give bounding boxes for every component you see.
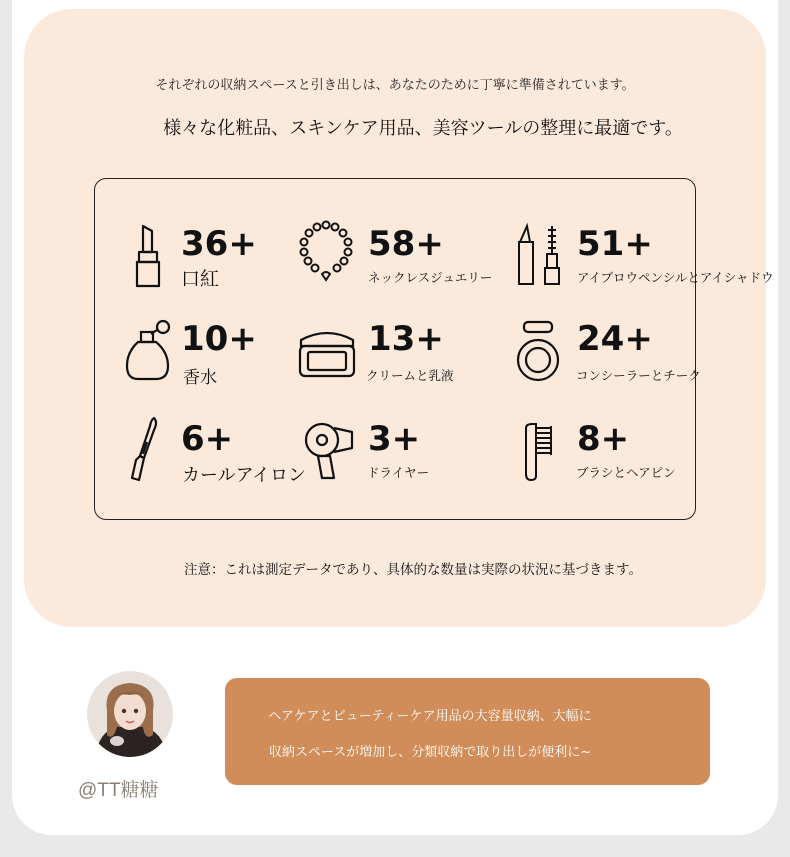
stat-number: 6+ [181, 419, 234, 459]
stat-label: カールアイロン [182, 465, 307, 486]
stat-label: ネックレスジュエリー [368, 270, 493, 285]
avatar [87, 671, 173, 757]
comb-icon [522, 422, 556, 482]
stat-number: 3+ [368, 419, 421, 459]
stat-label: クリームと乳液 [366, 368, 454, 383]
stat-label: コンシーラーとチーク [576, 368, 701, 383]
compact-icon [515, 318, 561, 384]
stat-number: 51+ [577, 224, 653, 264]
review-bubble [225, 678, 710, 785]
curling-iron-icon [126, 414, 162, 484]
stat-label: 香水 [183, 368, 217, 388]
disclaimer-note: 注意：これは測定データであり、具体的な数量は実際の状況に基づきます。 [184, 562, 642, 578]
subtitle: それぞれの収納スペースと引き出しは、あなたのために丁寧に準備されています。 [155, 78, 635, 93]
headline: 様々な化粧品、スキンケア用品、美容ツールの整理に最適です。 [163, 118, 683, 139]
hair-dryer-icon [304, 420, 356, 482]
stat-label: アイブロウペンシルとアイシャドウ [577, 270, 774, 285]
stat-number: 13+ [368, 319, 444, 359]
stat-number: 58+ [368, 224, 444, 264]
necklace-icon [297, 218, 355, 286]
lipstick-icon [130, 222, 166, 290]
stat-number: 36+ [181, 224, 257, 264]
review-line: ヘアケアとビューティーケア用品の大容量収納、大幅に [268, 709, 592, 724]
stat-number: 8+ [577, 419, 630, 459]
stat-label: 口紅 [181, 268, 220, 290]
eyebrow-pencil-icon [516, 222, 564, 288]
stat-label: ドライヤー [367, 465, 430, 480]
review-line: 収納スペースが増加し、分類収納で取り出しが便利に~ [268, 745, 592, 760]
perfume-icon [124, 318, 174, 382]
reviewer-name: @TT糖糖 [78, 780, 159, 801]
stat-number: 10+ [181, 319, 257, 359]
stat-number: 24+ [577, 319, 653, 359]
cream-jar-icon [298, 326, 356, 380]
stat-label: ブラシとヘアピン [576, 465, 676, 480]
